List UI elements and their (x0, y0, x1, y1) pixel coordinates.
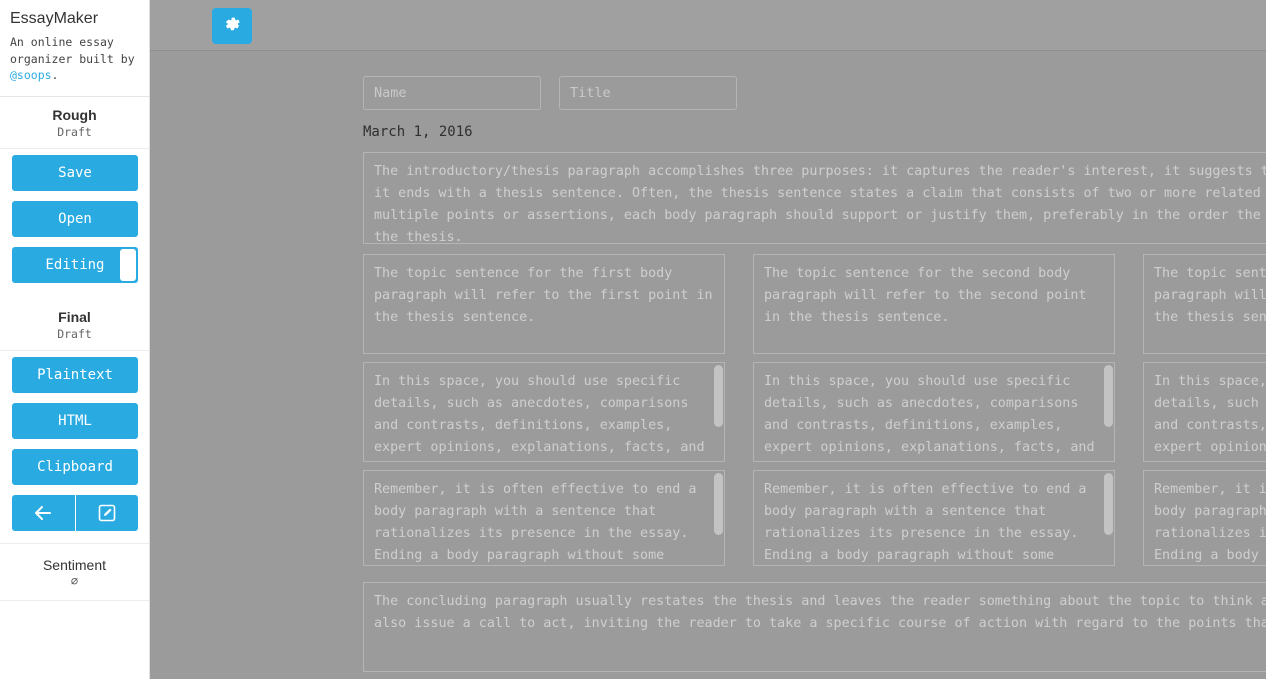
sidebar-filler (0, 601, 149, 679)
ending-scroll-thumb[interactable] (714, 473, 723, 535)
html-button[interactable]: HTML (12, 403, 138, 439)
ending-scroll-wrap (363, 470, 725, 566)
final-draft-subtitle: Draft (57, 326, 92, 341)
back-arrow-button[interactable] (12, 495, 76, 531)
ending-scroll-wrap (1143, 470, 1266, 566)
toggle-knob[interactable] (120, 249, 136, 281)
rough-draft-subtitle: Draft (57, 124, 92, 139)
editing-toggle-button[interactable]: Editing (12, 247, 138, 283)
body-column-2 (753, 254, 1115, 574)
ending-scroll-thumb[interactable] (1104, 473, 1113, 535)
intro-row (212, 152, 1266, 244)
essay-date: March 1, 2016 (363, 124, 473, 140)
back-arrow-icon (33, 505, 53, 521)
app-description (10, 34, 139, 84)
final-draft-title: Final (58, 308, 91, 325)
compose-icon (98, 504, 116, 522)
rough-draft-actions (0, 149, 149, 299)
settings-button[interactable] (212, 8, 252, 44)
ending-textarea[interactable] (753, 470, 1115, 566)
rough-draft-header (0, 97, 149, 149)
detail-textarea[interactable] (363, 362, 725, 462)
topic-sentence-textarea[interactable] (1143, 254, 1266, 354)
ending-scrollbar[interactable] (1104, 471, 1113, 565)
conclusion-textarea[interactable] (363, 582, 1266, 672)
topic-sentence-textarea[interactable] (753, 254, 1115, 354)
meta-row (212, 76, 1266, 110)
save-button[interactable]: Save (12, 155, 138, 191)
plaintext-button[interactable]: Plaintext (12, 357, 138, 393)
topic-sentence-textarea[interactable] (363, 254, 725, 354)
sentiment-panel (0, 543, 149, 601)
essay-sheet (212, 51, 1266, 679)
rough-draft-title: Rough (52, 107, 97, 124)
main-area (150, 0, 1266, 679)
detail-scrollbar[interactable] (714, 363, 723, 461)
clipboard-button[interactable]: Clipboard (12, 449, 138, 485)
detail-scroll-thumb[interactable] (1104, 365, 1113, 427)
author-link[interactable]: @soops (10, 68, 52, 83)
name-input[interactable] (363, 76, 541, 110)
body-paragraph-columns (212, 254, 1266, 574)
body-column-1 (363, 254, 725, 574)
sentiment-label: Sentiment (42, 556, 107, 573)
icon-button-row (12, 495, 138, 531)
open-button[interactable]: Open (12, 201, 138, 237)
detail-scrollbar[interactable] (1104, 363, 1113, 461)
ending-textarea[interactable] (363, 470, 725, 566)
ending-scroll-wrap (753, 470, 1115, 566)
app-title: EssayMaker (10, 10, 99, 27)
ending-scrollbar[interactable] (714, 471, 723, 565)
detail-scroll-thumb[interactable] (714, 365, 723, 427)
conclusion-row (212, 582, 1266, 672)
final-draft-header (0, 299, 149, 351)
compose-button[interactable] (76, 495, 139, 531)
sentiment-value: ⌀ (70, 573, 79, 588)
title-input[interactable] (559, 76, 737, 110)
app-description-period: . (51, 68, 59, 83)
detail-scroll-wrap (753, 362, 1115, 462)
brand-block (0, 0, 149, 97)
body-column-3 (1143, 254, 1266, 574)
detail-scroll-wrap (363, 362, 725, 462)
gear-icon (222, 14, 242, 38)
editing-toggle[interactable] (12, 247, 138, 283)
sidebar (0, 0, 150, 679)
top-toolbar (150, 0, 1266, 51)
detail-textarea[interactable] (753, 362, 1115, 462)
ending-textarea[interactable] (1143, 470, 1266, 566)
detail-scroll-wrap (1143, 362, 1266, 462)
app-description-text: An online essay organizer built by (10, 35, 135, 66)
final-draft-actions (0, 351, 149, 537)
intro-paragraph-textarea[interactable] (363, 152, 1266, 244)
detail-textarea[interactable] (1143, 362, 1266, 462)
